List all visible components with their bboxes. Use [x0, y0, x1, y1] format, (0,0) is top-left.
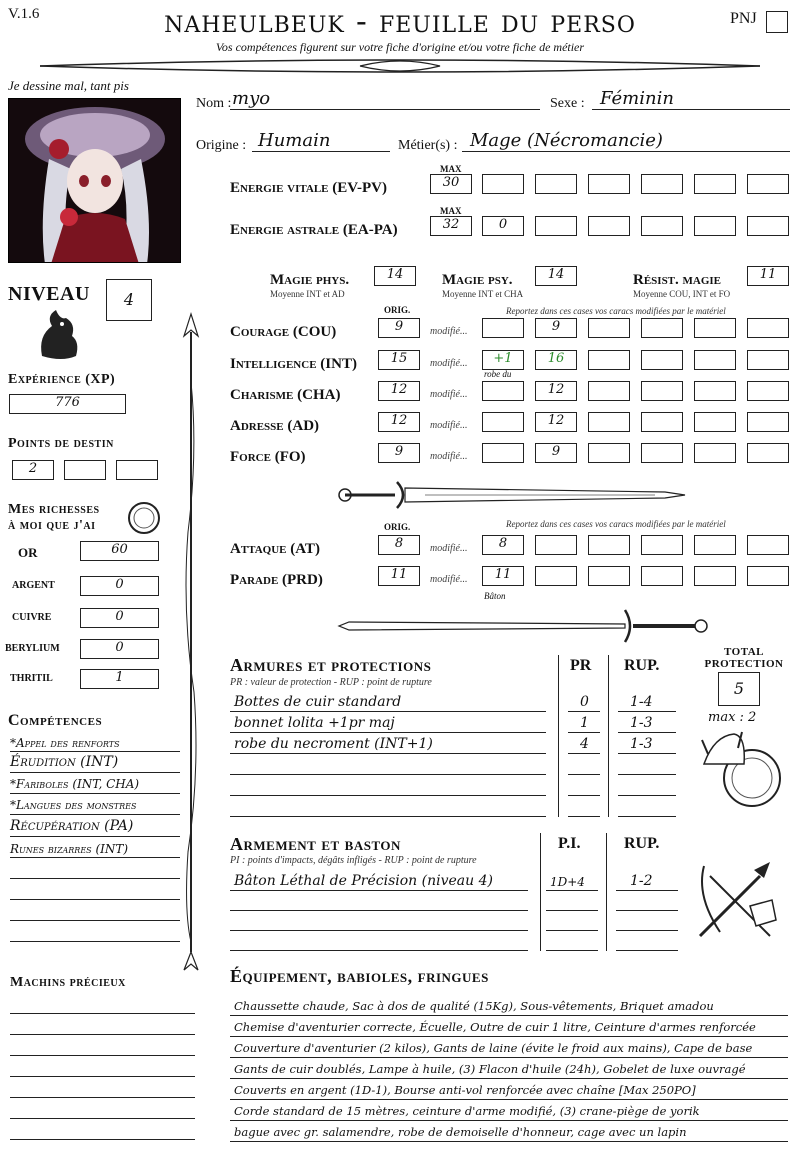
machins-line	[10, 1034, 195, 1035]
arme-pi[interactable]: 1D+4	[550, 875, 585, 889]
armure-line	[230, 753, 546, 754]
armure-pr[interactable]: 0	[580, 694, 589, 710]
stat-mod-3[interactable]	[588, 318, 630, 338]
armement-subtitle: PI : points d'impacts, dégâts infligés - RUP : point de rupture	[230, 855, 477, 866]
origine-label: Origine :	[196, 138, 247, 153]
currency-label: ARGENT	[12, 580, 55, 591]
competence-line	[10, 814, 180, 815]
arme-line	[230, 930, 528, 931]
stat-mod-6[interactable]	[747, 350, 789, 370]
stat-label: Force (FO)	[230, 449, 306, 465]
stat-label: Courage (COU)	[230, 324, 337, 340]
stat-mod-note: robe du	[484, 369, 512, 379]
resist-magie-note: Moyenne COU, INT et FO	[633, 289, 731, 299]
armure-line	[568, 711, 600, 712]
stat-mod-2[interactable]: 12	[535, 381, 577, 401]
equipement-line[interactable]: bague avec gr. salamendre, robe de demoiselle d'honneur, cage avec un lapin	[234, 1125, 687, 1139]
stat-mod-6[interactable]	[747, 381, 789, 401]
attaque-mod-4[interactable]	[641, 535, 683, 555]
stat-mod-6[interactable]	[747, 318, 789, 338]
armure-line	[568, 732, 600, 733]
magie-psy-value[interactable]: 14	[535, 266, 577, 286]
stat-mod-5[interactable]	[694, 412, 736, 432]
stat-label: Adresse (AD)	[230, 418, 320, 434]
armure-line	[618, 711, 676, 712]
arme-line	[616, 930, 678, 931]
sword-ornament-icon	[335, 478, 695, 512]
stat-mod-5[interactable]	[694, 350, 736, 370]
ev-box-1[interactable]	[482, 174, 524, 194]
stat-mod-4[interactable]	[641, 412, 683, 432]
competence-item[interactable]: *Appel des renforts	[10, 736, 120, 750]
stat-mod-6[interactable]	[747, 412, 789, 432]
parade-orig[interactable]: 11	[378, 566, 420, 586]
magie-phys-value[interactable]: 14	[374, 266, 416, 286]
sexe-value[interactable]: Féminin	[600, 88, 674, 109]
stat-mod-2[interactable]: 12	[535, 412, 577, 432]
ea-label: Energie astrale (EA-PA)	[230, 222, 398, 238]
armure-line	[618, 795, 676, 796]
arme-line	[546, 910, 598, 911]
attaque-mod-6[interactable]	[747, 535, 789, 555]
stat-mod-1[interactable]: +1	[482, 350, 524, 370]
resist-magie-label: Résist. magie	[633, 272, 722, 288]
stat-mod-3[interactable]	[588, 350, 630, 370]
richesses-label-1: Mes richesses	[8, 502, 100, 517]
stat-mod-1[interactable]	[482, 412, 524, 432]
spear-divider-icon	[180, 312, 202, 972]
armure-line	[230, 711, 546, 712]
weapons-icon	[690, 856, 786, 946]
equipement-rule	[230, 1099, 788, 1100]
stat-mod-1[interactable]	[482, 318, 524, 338]
version-label: V.1.6	[8, 6, 40, 22]
ev-box-6[interactable]	[747, 174, 789, 194]
stat-mod-2[interactable]: 9	[535, 318, 577, 338]
arme-line	[230, 890, 528, 891]
ea-current-box[interactable]: 0	[482, 216, 524, 236]
pnj-checkbox[interactable]	[766, 11, 788, 33]
attaque-mod[interactable]: 8	[482, 535, 524, 555]
armures-pr-header: PR	[570, 657, 592, 674]
total-protection-label: TOTAL PROTECTION	[704, 646, 784, 670]
stat-mod-5[interactable]	[694, 443, 736, 463]
armure-line	[618, 732, 676, 733]
competence-line	[10, 941, 180, 942]
metier-label: Métier(s) :	[398, 138, 458, 153]
stat-orig[interactable]: 15	[378, 350, 420, 370]
armure-pr[interactable]: 1	[580, 715, 589, 731]
stat-mod-6[interactable]	[747, 443, 789, 463]
armure-line	[230, 774, 546, 775]
machins-label: Machins précieux	[10, 975, 126, 990]
ev-box-5[interactable]	[694, 174, 736, 194]
stat-label: Intelligence (INT)	[230, 356, 357, 372]
armure-line	[618, 753, 676, 754]
equipement-rule	[230, 1141, 788, 1142]
arme-line	[546, 930, 598, 931]
competence-line	[10, 878, 180, 879]
competence-item[interactable]: Récupération (PA)	[10, 818, 134, 834]
equipement-line[interactable]: Corde standard de 15 mètres, ceinture d'arme modifié, (3) crane-piège de yorik	[234, 1104, 700, 1118]
attaque-label: Attaque (AT)	[230, 541, 320, 557]
parade-mod-2[interactable]	[535, 566, 577, 586]
destin-label: Points de destin	[8, 436, 114, 451]
stats-note: Reportez dans ces cases vos caracs modifiées par le matériel	[506, 306, 726, 316]
page-subtitle: Vos compétences figurent sur votre fiche d'origine et/ou votre fiche de métier	[215, 40, 585, 54]
portrait-illustration	[9, 99, 181, 263]
currency-value[interactable]: 0	[80, 639, 159, 659]
portrait-caption: Je dessine mal, tant pis	[8, 78, 129, 93]
equipement-rule	[230, 1057, 788, 1058]
stat-label: Charisme (CHA)	[230, 387, 341, 403]
arme-rup[interactable]: 1-2	[630, 873, 653, 889]
arme-line	[230, 950, 528, 951]
arme-line	[230, 910, 528, 911]
arme-line	[616, 910, 678, 911]
armement-pi-header: P.I.	[558, 835, 581, 852]
stat-mod-5[interactable]	[694, 381, 736, 401]
armure-pr[interactable]: 4	[580, 736, 589, 752]
competence-line	[10, 793, 180, 794]
portrait-image	[8, 98, 181, 263]
magie-phys-note: Moyenne INT et AD	[270, 289, 345, 299]
armure-line	[618, 816, 676, 817]
armure-rup[interactable]: 1-4	[630, 694, 653, 710]
nom-label: Nom :	[196, 96, 232, 111]
magie-psy-label: Magie psy.	[442, 272, 513, 288]
page-title: naheulbeuk - feuille du perso	[164, 2, 636, 40]
stat-mod-3[interactable]	[588, 443, 630, 463]
ev-label: Energie vitale (EV-PV)	[230, 180, 387, 196]
stats-orig-label: ORIG.	[384, 305, 411, 315]
stat-mod-1[interactable]	[482, 381, 524, 401]
stat-mod-4[interactable]	[641, 350, 683, 370]
helmet-shield-icon	[694, 724, 786, 814]
ea-max-box[interactable]: 32	[430, 216, 472, 236]
stat-mod-4[interactable]	[641, 443, 683, 463]
niveau-box[interactable]: 4	[106, 279, 152, 321]
origine-value[interactable]: Humain	[258, 130, 331, 151]
stat-mod-2[interactable]: 16	[535, 350, 577, 370]
dragon-icon	[32, 306, 82, 364]
ea-box-6[interactable]	[747, 216, 789, 236]
armure-line	[618, 774, 676, 775]
machins-line	[10, 1076, 195, 1077]
competence-line	[10, 857, 180, 858]
competence-item[interactable]: Runes bizarres (INT)	[10, 842, 129, 856]
nom-line	[230, 109, 540, 110]
parade-mod-5[interactable]	[694, 566, 736, 586]
stat-mod-2[interactable]: 9	[535, 443, 577, 463]
ea-max-label: MAX	[440, 206, 462, 216]
competence-line	[10, 772, 180, 773]
attaque-mod-5[interactable]	[694, 535, 736, 555]
equipement-title: Équipement, babioles, fringues	[230, 966, 489, 986]
equipement-line[interactable]: Chaussette chaude, Sac à dos de qualité (15Kg), Sous-vêtements, Briquet amadou	[234, 999, 714, 1013]
combat-note: Reportez dans ces cases vos caracs modifiées par le matériel	[506, 519, 726, 529]
currency-label: OR	[18, 545, 38, 560]
nom-value[interactable]: myo	[232, 88, 271, 109]
stat-mod-1[interactable]	[482, 443, 524, 463]
ea-box-3[interactable]	[588, 216, 630, 236]
armure-line	[230, 732, 546, 733]
arme-line	[616, 890, 678, 891]
competences-label: Compétences	[8, 712, 103, 729]
total-protection-box[interactable]: 5	[718, 672, 760, 706]
armure-line	[568, 753, 600, 754]
currency-label: BERYLIUM	[5, 643, 60, 654]
sword-ornament-2-icon	[335, 606, 715, 646]
armure-rup[interactable]: 1-3	[630, 715, 653, 731]
competence-item[interactable]: *Langues des monstres	[10, 798, 137, 812]
competence-line	[10, 920, 180, 921]
ev-box-3[interactable]	[588, 174, 630, 194]
competence-line	[10, 899, 180, 900]
machins-line	[10, 1139, 195, 1140]
ea-box-4[interactable]	[641, 216, 683, 236]
currency-value[interactable]: 0	[80, 608, 159, 628]
equipement-line[interactable]: Gants de cuir doublés, Lampe à huile, (3) Flacon d'huile (24h), Gobelet de luxe ouvragé	[234, 1062, 746, 1076]
ev-box-4[interactable]	[641, 174, 683, 194]
equipement-line[interactable]: Couverts en argent (1D-1), Bourse anti-vol renforcée avec chaîne [Max 250PO]	[234, 1083, 696, 1097]
header-ornament	[30, 54, 770, 78]
machins-line	[10, 1055, 195, 1056]
armure-name[interactable]: robe du necroment (INT+1)	[234, 736, 433, 752]
armure-line	[568, 795, 600, 796]
armure-line	[230, 816, 546, 817]
destin-box-2[interactable]	[64, 460, 106, 480]
stat-orig[interactable]: 9	[378, 318, 420, 338]
currency-value[interactable]: 0	[80, 576, 159, 596]
equipement-rule	[230, 1078, 788, 1079]
ev-max-label: MAX	[440, 164, 462, 174]
magie-phys-label: Magie phys.	[270, 272, 350, 288]
ev-box-2[interactable]	[535, 174, 577, 194]
armement-rup-header: RUP.	[624, 835, 660, 852]
stat-mod-3[interactable]	[588, 412, 630, 432]
equipement-rule	[230, 1120, 788, 1121]
niveau-label: NIVEAU	[8, 283, 90, 305]
arme-line	[616, 950, 678, 951]
stat-mod-5[interactable]	[694, 318, 736, 338]
magie-psy-note: Moyenne INT et CHA	[442, 289, 524, 299]
arme-line	[546, 950, 598, 951]
armure-line	[568, 774, 600, 775]
competence-line	[10, 836, 180, 837]
combat-orig-label: ORIG.	[384, 522, 411, 532]
arme-line	[546, 890, 598, 891]
currency-value[interactable]: 1	[80, 669, 159, 689]
equipement-rule	[230, 1036, 788, 1037]
armures-title: Armures et protections	[230, 655, 432, 675]
stat-mod-4[interactable]	[641, 381, 683, 401]
currency-label: THRITIL	[10, 673, 53, 684]
stat-modifie-label: modifié...	[430, 420, 468, 431]
ev-max-box[interactable]: 30	[430, 174, 472, 194]
parade-mod-4[interactable]	[641, 566, 683, 586]
currency-value[interactable]: 60	[80, 541, 159, 561]
xp-label: Expérience (XP)	[8, 372, 116, 387]
parade-mod-6[interactable]	[747, 566, 789, 586]
attaque-mod-3[interactable]	[588, 535, 630, 555]
equipement-line[interactable]: Couverture d'aventurier (2 kilos), Gants de laine (évite le froid aux mains), Cape de base	[234, 1041, 753, 1055]
equipement-line[interactable]: Chemise d'aventurier correcte, Écuelle, Outre de cuir 1 litre, Ceinture d'armes renforcée	[234, 1020, 756, 1034]
ea-box-2[interactable]	[535, 216, 577, 236]
metier-line	[462, 151, 790, 152]
stat-modifie-label: modifié...	[430, 358, 468, 369]
armures-col-divider-2	[608, 655, 609, 817]
richesses-label-2: à moi que j'ai	[8, 518, 96, 533]
metier-value[interactable]: Mage (Nécromancie)	[470, 130, 663, 151]
stat-mod-4[interactable]	[641, 318, 683, 338]
armure-name[interactable]: bonnet lolita +1pr maj	[234, 715, 395, 731]
parade-note: Bâton	[484, 591, 506, 601]
competence-line	[10, 751, 180, 752]
armure-line	[568, 816, 600, 817]
coin-icon	[126, 500, 162, 536]
arme-name[interactable]: Bâton Léthal de Précision (niveau 4)	[234, 873, 493, 889]
attaque-mod-2[interactable]	[535, 535, 577, 555]
stat-mod-3[interactable]	[588, 381, 630, 401]
stat-modifie-label: modifié...	[430, 451, 468, 462]
parade-label: Parade (PRD)	[230, 572, 323, 588]
stat-orig[interactable]: 12	[378, 412, 420, 432]
origine-line	[252, 151, 390, 152]
max-note: max : 2	[708, 710, 757, 725]
competence-item[interactable]: *Fariboles (INT, CHA)	[10, 777, 140, 791]
currency-label: CUIVRE	[12, 612, 52, 623]
armement-title: Armement et baston	[230, 834, 401, 854]
attaque-orig[interactable]: 8	[378, 535, 420, 555]
competence-item[interactable]: Érudition (INT)	[10, 754, 119, 770]
machins-line	[10, 1097, 195, 1098]
armement-col-divider	[540, 833, 541, 951]
stat-modifie-label: modifié...	[430, 326, 468, 337]
xp-box[interactable]: 776	[9, 394, 126, 414]
parade-mod[interactable]: 11	[482, 566, 524, 586]
attaque-modifie-label: modifié...	[430, 543, 468, 554]
equipement-rule	[230, 1015, 788, 1016]
stat-orig[interactable]: 12	[378, 381, 420, 401]
destin-box-3[interactable]	[116, 460, 158, 480]
armures-rup-header: RUP.	[624, 657, 660, 674]
armure-line	[230, 795, 546, 796]
armement-col-divider-2	[606, 833, 607, 951]
pnj-label: PNJ	[730, 10, 757, 27]
ea-box-5[interactable]	[694, 216, 736, 236]
resist-magie-value[interactable]: 11	[747, 266, 789, 286]
machins-line	[10, 1013, 195, 1014]
sexe-label: Sexe :	[550, 96, 585, 111]
parade-mod-3[interactable]	[588, 566, 630, 586]
stat-modifie-label: modifié...	[430, 389, 468, 400]
machins-line	[10, 1118, 195, 1119]
stat-orig[interactable]: 9	[378, 443, 420, 463]
armures-subtitle: PR : valeur de protection - RUP : point de rupture	[230, 677, 432, 688]
parade-modifie-label: modifié...	[430, 574, 468, 585]
armure-rup[interactable]: 1-3	[630, 736, 653, 752]
destin-box-1[interactable]: 2	[12, 460, 54, 480]
armure-name[interactable]: Bottes de cuir standard	[234, 694, 402, 710]
armures-col-divider	[558, 655, 559, 817]
sexe-line	[592, 109, 790, 110]
